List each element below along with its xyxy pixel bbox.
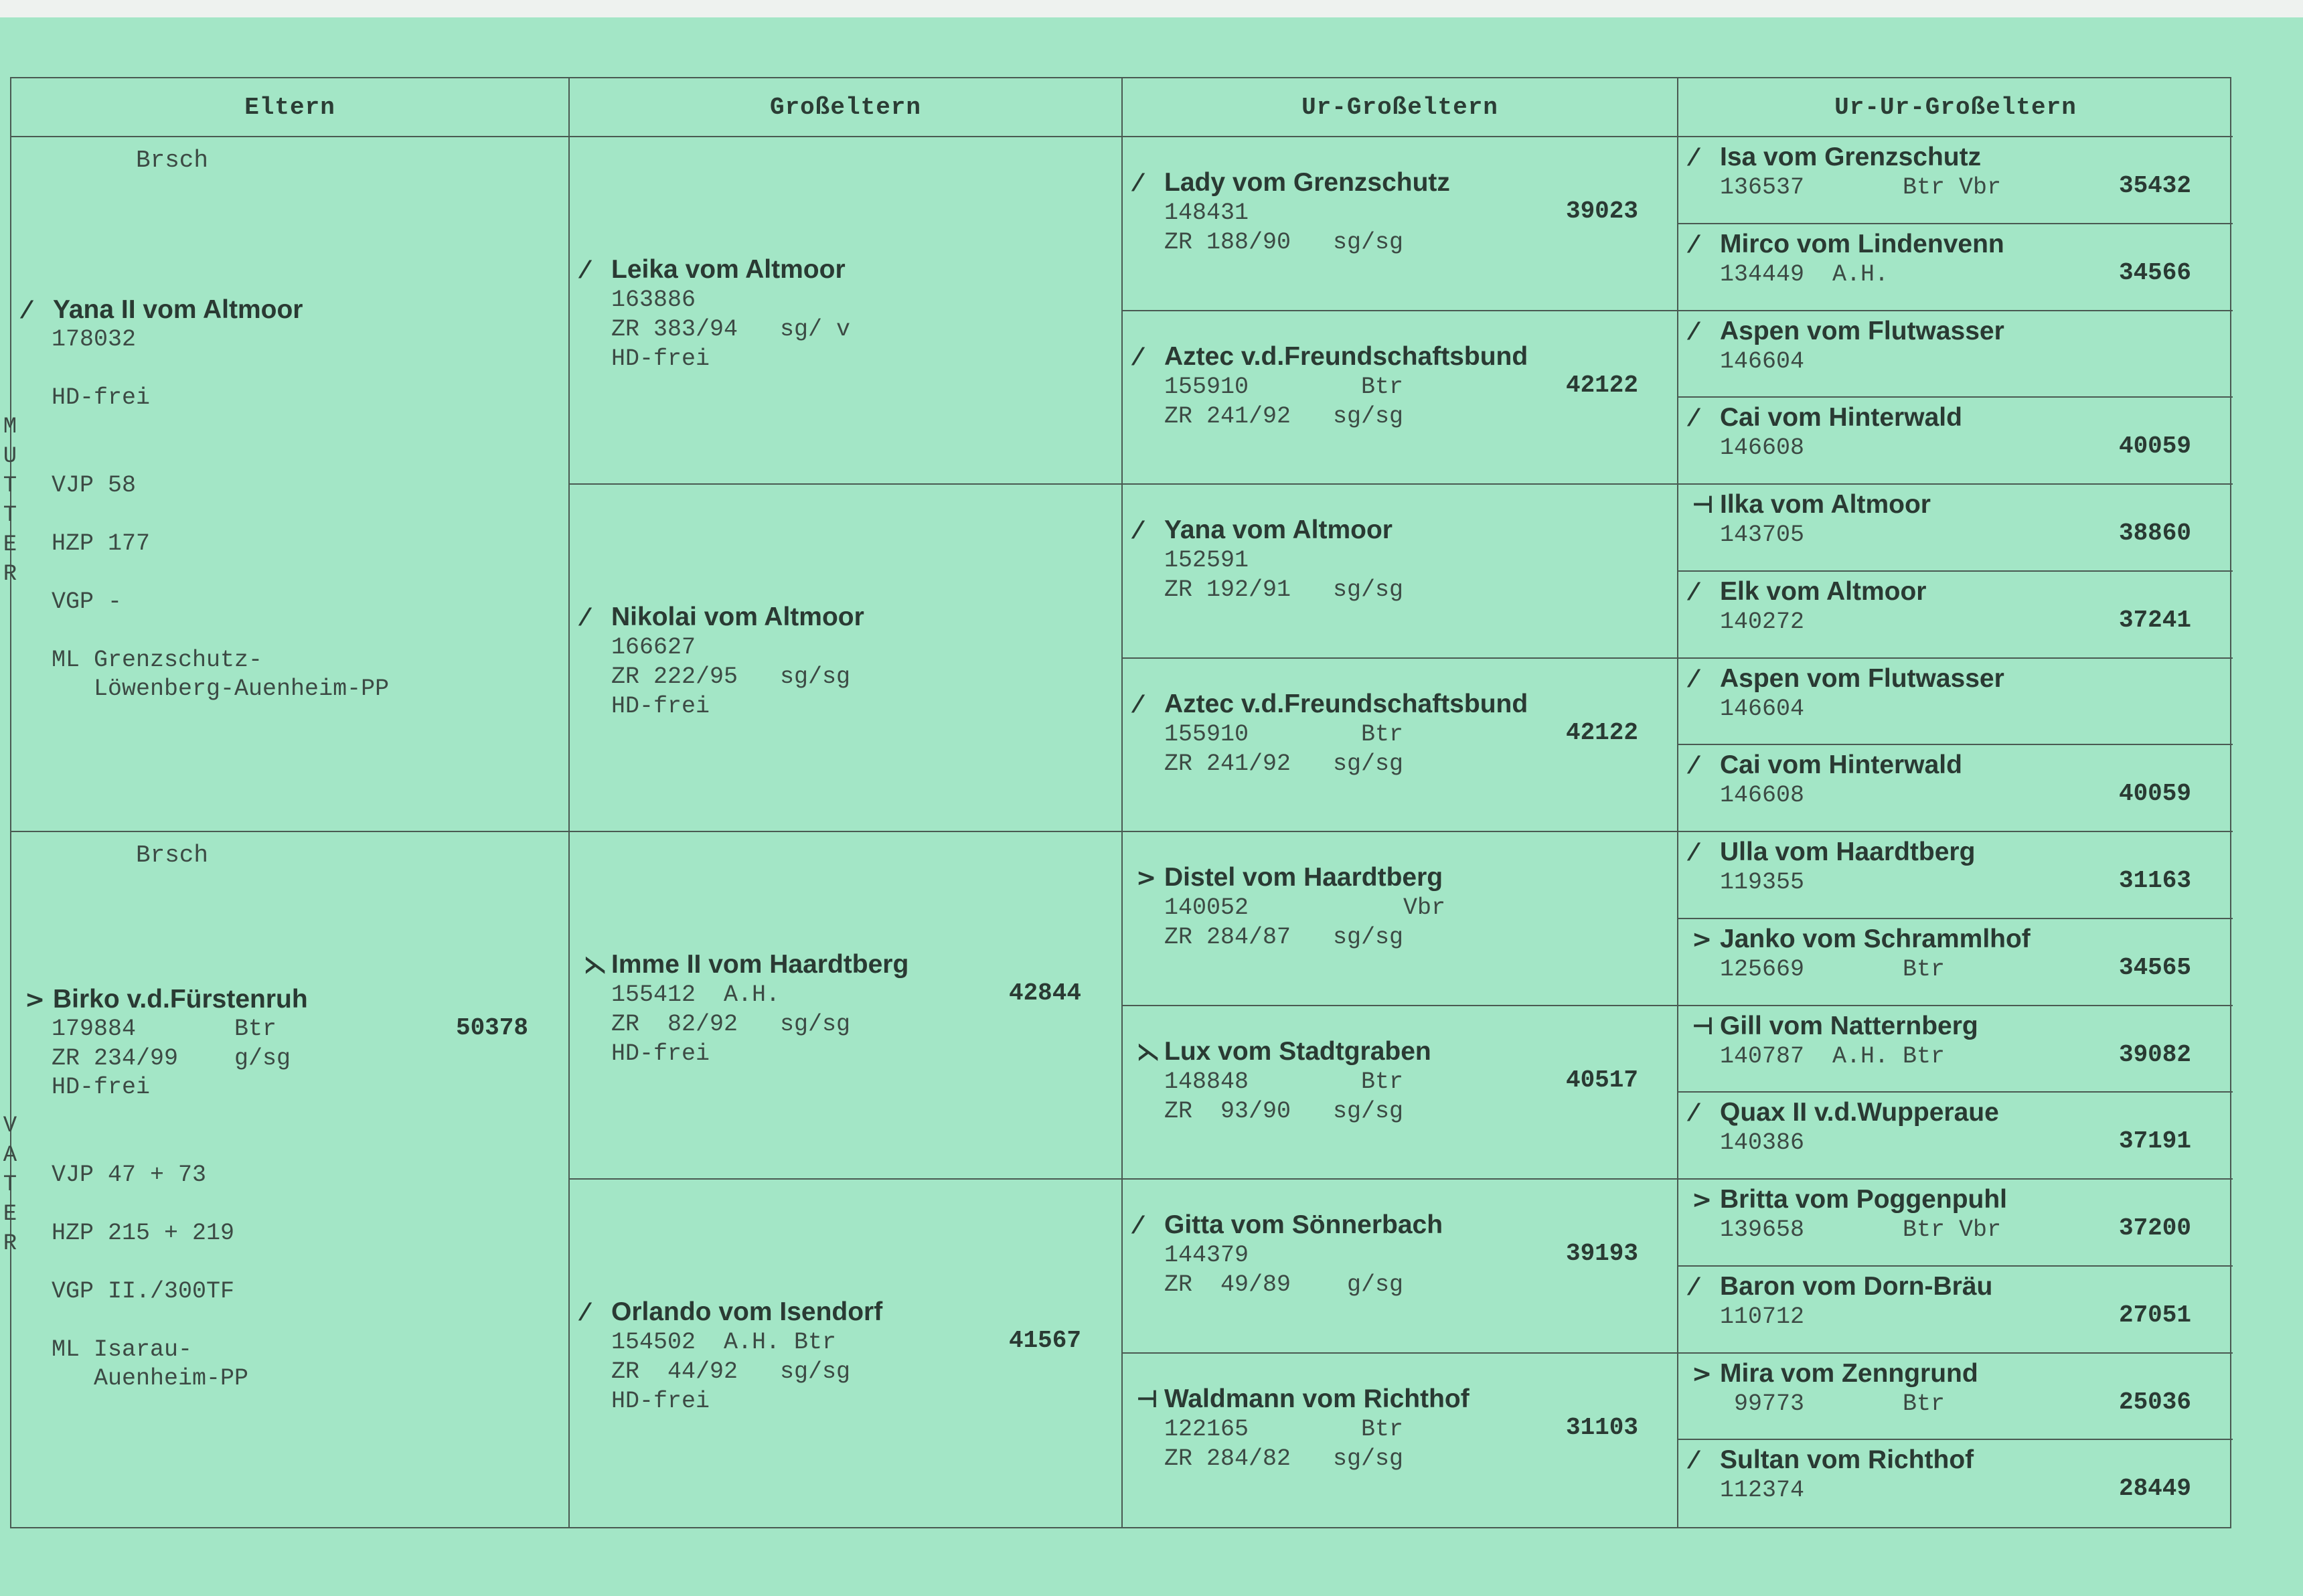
- side-letter: T: [3, 1172, 17, 1198]
- great-grandparent-entry: [1136, 515, 1638, 605]
- great-great-grandparent-entry: [1692, 837, 2191, 897]
- relation-mark-icon: ⁄: [583, 256, 588, 284]
- great-great-grandparent-name: ⁄ Mirco vom Lindenvenn: [1692, 229, 2004, 258]
- great-great-grandparent-detail-line: 110712: [1720, 1303, 1805, 1330]
- great-grandparent-number: 42122: [1565, 371, 1638, 399]
- great-great-grandparent-detail-line: 119355: [1720, 869, 1805, 896]
- great-great-grandparent-number: 28449: [2118, 1475, 2191, 1503]
- great-grandparent-number: 39193: [1565, 1240, 1638, 1267]
- grandparent-name: ⋋ Imme II vom Haardtberg: [583, 950, 909, 979]
- great-grandparent-number: 40517: [1565, 1066, 1638, 1094]
- father-detail-line: ML Isarau-: [52, 1336, 193, 1363]
- grandparent-cell: [570, 1180, 1123, 1527]
- father-detail-line: [52, 1102, 291, 1131]
- great-grandparent-cell: [1123, 1354, 1678, 1528]
- mother-detail-line: VJP 58: [52, 471, 137, 499]
- great-grandparent-detail-line: ZR 192/91 sg/sg: [1164, 576, 1404, 603]
- great-great-grandparent-entry: [1692, 143, 2191, 202]
- grandparent-name: ⁄ Orlando vom Isendorf: [583, 1297, 883, 1326]
- great-great-grandparent-number: 35432: [2118, 172, 2191, 200]
- relation-mark-icon: ⁄: [1692, 752, 1696, 780]
- mother-name: ⁄ Yana II vom Altmoor: [25, 295, 303, 324]
- grandparent-detail-line: ZR 383/94 sg/ v: [611, 316, 851, 343]
- relation-mark-icon: ⊣: [1692, 491, 1714, 519]
- great-grandparent-entry: [1136, 342, 1638, 431]
- great-grandparent-number: 39023: [1565, 197, 1638, 225]
- relation-mark-icon: >: [1692, 925, 1713, 953]
- great-grandparent-name: > Distel vom Haardtberg: [1136, 863, 1443, 892]
- great-great-grandparent-name: ⁄ Ulla vom Haardtberg: [1692, 837, 1976, 866]
- grandparent-detail-line: ZR 82/92 sg/sg: [611, 1011, 851, 1038]
- great-grandparent-name: ⁄ Gitta vom Sönnerbach: [1136, 1210, 1443, 1239]
- side-letter: V: [3, 1113, 17, 1139]
- mother-cell: [11, 137, 570, 832]
- grandparent-detail-line: HD-frei: [611, 1040, 710, 1067]
- great-grandparent-number: 42122: [1565, 718, 1638, 746]
- grandparent-detail-line: HD-frei: [611, 1388, 710, 1415]
- side-letter: E: [3, 532, 17, 558]
- mother-detail-line: ML Grenzschutz-: [52, 646, 263, 673]
- header-ur-grosseltern: Ur-Großeltern: [1123, 78, 1678, 137]
- mother-detail-line: [52, 354, 389, 384]
- great-grandparent-cell: [1123, 832, 1678, 1006]
- great-great-grandparent-entry: [1692, 1272, 2191, 1332]
- father-details: [52, 1014, 291, 1393]
- mother-detail-line: [52, 499, 389, 529]
- great-grandparent-number: 31103: [1565, 1413, 1638, 1441]
- father-cell: [11, 832, 570, 1527]
- great-grandparent-detail-line: ZR 284/82 sg/sg: [1164, 1445, 1404, 1472]
- great-grandparent-entry: [1136, 863, 1638, 952]
- side-letter: U: [3, 444, 17, 469]
- header-ur-ur-grosseltern: Ur-Ur-Großeltern: [1678, 78, 2233, 137]
- great-grandparent-detail-line: ZR 49/89 g/sg: [1164, 1271, 1404, 1298]
- great-great-grandparent-name: > Mira vom Zenngrund: [1692, 1358, 1978, 1388]
- grandparent-number: 42844: [1008, 979, 1081, 1007]
- side-label-vater: [0, 1111, 20, 1259]
- great-grandparent-entry: [1136, 1037, 1638, 1126]
- great-grandparent-cell: [1123, 485, 1678, 659]
- great-great-grandparent-cell: [1678, 137, 2233, 224]
- grandparent-entry: [583, 603, 1081, 721]
- great-great-grandparent-cell: [1678, 745, 2233, 832]
- great-great-grandparent-number: 37200: [2118, 1214, 2191, 1242]
- relation-mark-icon: ⁄: [1692, 317, 1696, 345]
- great-great-grandparent-cell: [1678, 572, 2233, 659]
- grandparent-cell: [570, 485, 1123, 832]
- great-grandparent-detail-line: 148848 Btr: [1164, 1068, 1404, 1095]
- mother-brsch: Brsch: [136, 147, 209, 174]
- relation-mark-icon: ⁄: [1692, 1447, 1696, 1475]
- grandparent-detail-line: HD-frei: [611, 693, 710, 720]
- great-grandparent-detail-line: 152591: [1164, 547, 1249, 574]
- great-great-grandparent-entry: [1692, 1445, 2191, 1505]
- great-great-grandparent-cell: [1678, 919, 2233, 1006]
- great-great-grandparent-detail-line: 140787 A.H. Btr: [1720, 1042, 1945, 1070]
- grandparent-cell: [570, 137, 1123, 485]
- great-great-grandparent-detail-line: 136537 Btr Vbr: [1720, 174, 2002, 201]
- great-grandparent-detail-line: ZR 241/92 sg/sg: [1164, 402, 1404, 430]
- great-great-grandparent-entry: [1692, 1185, 2191, 1245]
- side-letter: M: [3, 414, 17, 440]
- great-great-grandparent-cell: [1678, 1354, 2233, 1441]
- great-grandparent-name: ⁄ Lady vom Grenzschutz: [1136, 168, 1450, 197]
- mother-detail-line: HZP 177: [52, 530, 151, 557]
- grandparent-number: 41567: [1008, 1327, 1081, 1354]
- great-great-grandparent-detail-line: 146604: [1720, 347, 1805, 375]
- relation-mark-icon: ⁄: [583, 604, 588, 631]
- great-grandparent-name: ⊣ Waldmann vom Richthof: [1136, 1384, 1470, 1413]
- father-detail-line: VJP 47 + 73: [52, 1161, 207, 1188]
- great-grandparent-detail-line: 155910 Btr: [1164, 720, 1404, 748]
- great-great-grandparent-detail-line: 99773 Btr: [1720, 1390, 1945, 1417]
- grandparent-entry: [583, 255, 1081, 374]
- father-detail-line: Auenheim-PP: [52, 1365, 249, 1392]
- great-great-grandparent-detail-line: 146604: [1720, 695, 1805, 722]
- great-great-grandparent-name: ⁄ Quax II v.d.Wupperaue: [1692, 1098, 1999, 1127]
- great-great-grandparent-entry: [1692, 403, 2191, 463]
- great-great-grandparent-number: 34565: [2118, 953, 2191, 981]
- relation-mark-icon: ⁄: [1692, 404, 1696, 432]
- great-great-grandparent-entry: [1692, 490, 2191, 550]
- relation-mark-icon: ⁄: [1692, 839, 1696, 866]
- great-great-grandparent-number: 37191: [2118, 1127, 2191, 1155]
- great-great-grandparent-cell: [1678, 832, 2233, 919]
- great-great-grandparent-entry: [1692, 664, 2191, 724]
- mother-detail-line: 178032: [52, 326, 137, 353]
- great-grandparent-detail-line: 144379: [1164, 1242, 1249, 1269]
- great-grandparent-entry: [1136, 690, 1638, 779]
- mother-details: [52, 325, 389, 704]
- father-detail-line: VGP II./300TF: [52, 1277, 235, 1305]
- great-great-grandparent-name: ⁄ Aspen vom Flutwasser: [1692, 663, 2004, 693]
- relation-mark-icon: ⁄: [583, 1299, 588, 1326]
- great-great-grandparent-number: 38860: [2118, 520, 2191, 547]
- relation-mark-icon: >: [1692, 1186, 1713, 1214]
- great-grandparent-cell: [1123, 137, 1678, 311]
- father-number: 50378: [455, 1014, 528, 1042]
- father-detail-line: ZR 234/99 g/sg: [52, 1044, 291, 1072]
- great-great-grandparent-number: 34566: [2118, 258, 2191, 287]
- father-detail-line: HD-frei: [52, 1074, 151, 1101]
- great-great-grandparent-cell: [1678, 1180, 2233, 1267]
- relation-mark-icon: ⁄: [1692, 1099, 1696, 1127]
- relation-mark-icon: ⁄: [1136, 517, 1141, 544]
- great-great-grandparent-name: ⁄ Sultan vom Richthof: [1692, 1445, 1974, 1475]
- great-great-grandparent-cell: [1678, 1006, 2233, 1093]
- great-great-grandparent-cell: [1678, 311, 2233, 398]
- father-name: > Birko v.d.Fürstenruh: [25, 985, 308, 1014]
- relation-mark-icon: ⁄: [1692, 578, 1696, 606]
- great-great-grandparent-entry: [1692, 230, 2191, 289]
- grandparent-cell: [570, 832, 1123, 1180]
- great-grandparent-detail-line: 155910 Btr: [1164, 373, 1404, 400]
- great-great-grandparent-entry: [1692, 1012, 2191, 1071]
- father-brsch: Brsch: [136, 842, 209, 869]
- great-grandparent-entry: [1136, 1210, 1638, 1299]
- mother-entry: [25, 295, 528, 325]
- grandparent-detail-line: 163886: [611, 287, 696, 313]
- relation-mark-icon: ⁄: [1692, 230, 1696, 258]
- great-great-grandparent-entry: [1692, 317, 2191, 376]
- relation-mark-icon: >: [1692, 1360, 1713, 1388]
- mother-detail-line: Löwenberg-Auenheim-PP: [52, 675, 390, 702]
- side-letter: R: [3, 562, 17, 587]
- great-great-grandparent-cell: [1678, 659, 2233, 746]
- great-great-grandparent-name: ⁄ Isa vom Grenzschutz: [1692, 143, 1982, 171]
- side-label-mutter: [0, 412, 20, 589]
- pedigree-table: [10, 77, 2231, 1528]
- grandparent-entry: [583, 1297, 1081, 1416]
- side-letter: A: [3, 1143, 17, 1168]
- relation-mark-icon: ⋋: [583, 951, 607, 979]
- great-great-grandparent-detail-line: 134449 A.H.: [1720, 260, 1889, 288]
- great-grandparent-name: ⁄ Yana vom Altmoor: [1136, 515, 1393, 544]
- side-letter: T: [3, 473, 17, 499]
- relation-mark-icon: ⁄: [1136, 343, 1141, 371]
- great-grandparent-detail-line: 140052 Vbr: [1164, 894, 1446, 921]
- great-great-grandparent-detail-line: 139658 Btr Vbr: [1720, 1216, 2002, 1243]
- great-grandparent-cell: [1123, 311, 1678, 485]
- relation-mark-icon: ⁄: [1136, 169, 1141, 197]
- side-letter: R: [3, 1231, 17, 1257]
- great-grandparent-name: ⋋ Lux vom Stadtgraben: [1136, 1036, 1431, 1066]
- great-grandparent-cell: [1123, 1006, 1678, 1180]
- great-great-grandparent-cell: [1678, 1093, 2233, 1180]
- relation-mark-icon: ⁄: [1692, 144, 1696, 171]
- great-great-grandparent-number: 40059: [2118, 780, 2191, 808]
- mother-mark-icon: ⁄: [25, 297, 29, 324]
- great-great-grandparent-number: 27051: [2118, 1301, 2191, 1329]
- grandparent-name: ⁄ Nikolai vom Altmoor: [583, 603, 864, 631]
- great-great-grandparent-name: ⊣ Ilka vom Altmoor: [1692, 490, 1931, 519]
- scan-top-strip: [0, 0, 2303, 17]
- great-great-grandparent-cell: [1678, 485, 2233, 572]
- great-grandparent-name: ⁄ Aztec v.d.Freundschaftsbund: [1136, 689, 1528, 718]
- great-great-grandparent-detail-line: 140272: [1720, 608, 1805, 635]
- great-grandparent-entry: [1136, 1384, 1638, 1473]
- great-great-grandparent-detail-line: 112374: [1720, 1477, 1805, 1504]
- great-great-grandparent-detail-line: 146608: [1720, 434, 1805, 462]
- grandparent-detail-line: 166627: [611, 634, 696, 661]
- grandparent-detail-line: ZR 44/92 sg/sg: [611, 1358, 851, 1385]
- great-great-grandparent-detail-line: 140386: [1720, 1129, 1805, 1157]
- great-grandparent-detail-line: ZR 284/87 sg/sg: [1164, 924, 1404, 951]
- great-great-grandparent-detail-line: 146608: [1720, 782, 1805, 809]
- relation-mark-icon: ⁄: [1692, 665, 1696, 693]
- side-letter: E: [3, 1202, 17, 1227]
- mother-detail-line: [52, 412, 389, 442]
- great-grandparent-detail-line: ZR 241/92 sg/sg: [1164, 750, 1404, 777]
- great-grandparent-entry: [1136, 168, 1638, 257]
- father-mark-icon: >: [25, 986, 46, 1014]
- relation-mark-icon: ⁄: [1136, 1212, 1141, 1239]
- father-detail-line: [52, 1247, 291, 1277]
- father-detail-line: [52, 1189, 291, 1218]
- grandparent-detail-line: 155412 A.H.: [611, 981, 781, 1008]
- mother-detail-line: VGP -: [52, 588, 123, 615]
- header-grosseltern: Großeltern: [570, 78, 1123, 137]
- great-grandparent-cell: [1123, 1180, 1678, 1354]
- great-grandparent-detail-line: ZR 93/90 sg/sg: [1164, 1097, 1404, 1125]
- grandparent-detail-line: ZR 222/95 sg/sg: [611, 663, 851, 690]
- grandparent-detail-line: HD-frei: [611, 345, 710, 372]
- great-great-grandparent-name: > Janko vom Schrammlhof: [1692, 924, 2031, 953]
- relation-mark-icon: ⊣: [1136, 1385, 1158, 1413]
- header-eltern: Eltern: [11, 78, 570, 137]
- mother-detail-line: [52, 441, 389, 471]
- great-great-grandparent-entry: [1692, 1098, 2191, 1158]
- great-grandparent-name: ⁄ Aztec v.d.Freundschaftsbund: [1136, 341, 1528, 371]
- great-great-grandparent-cell: [1678, 224, 2233, 311]
- great-great-grandparent-name: ⁄ Elk vom Altmoor: [1692, 576, 1927, 606]
- side-letter: T: [3, 503, 17, 528]
- relation-mark-icon: >: [1136, 864, 1157, 892]
- great-great-grandparent-entry: [1692, 750, 2191, 810]
- great-great-grandparent-name: ⁄ Baron vom Dorn-Bräu: [1692, 1271, 1993, 1301]
- great-great-grandparent-number: 39082: [2118, 1040, 2191, 1068]
- great-great-grandparent-name: ⁄ Cai vom Hinterwald: [1692, 403, 1962, 432]
- mother-detail-line: HD-frei: [52, 384, 151, 411]
- great-great-grandparent-number: 31163: [2118, 867, 2191, 894]
- great-great-grandparent-number: 40059: [2118, 432, 2191, 461]
- great-grandparent-detail-line: 122165 Btr: [1164, 1415, 1404, 1443]
- mother-detail-line: [52, 558, 389, 587]
- great-great-grandparent-name: ⁄ Aspen vom Flutwasser: [1692, 316, 2004, 345]
- mother-detail-line: [52, 616, 389, 645]
- great-great-grandparent-entry: [1692, 925, 2191, 984]
- great-great-grandparent-entry: [1692, 577, 2191, 637]
- great-great-grandparent-detail-line: 143705: [1720, 522, 1805, 548]
- great-great-grandparent-cell: [1678, 1267, 2233, 1354]
- great-great-grandparent-number: 37241: [2118, 606, 2191, 634]
- relation-mark-icon: ⋋: [1136, 1038, 1160, 1066]
- great-grandparent-detail-line: ZR 188/90 sg/sg: [1164, 229, 1404, 256]
- relation-mark-icon: ⊣: [1692, 1012, 1714, 1040]
- relation-mark-icon: ⁄: [1692, 1273, 1696, 1301]
- great-great-grandparent-cell: [1678, 1440, 2233, 1527]
- great-great-grandparent-number: 25036: [2118, 1388, 2191, 1416]
- father-detail-line: [52, 1305, 291, 1335]
- great-great-grandparent-name: > Britta vom Poggenpuhl: [1692, 1185, 2007, 1214]
- great-great-grandparent-name: ⊣ Gill vom Natternberg: [1692, 1011, 1978, 1040]
- great-grandparent-cell: [1123, 659, 1678, 833]
- grandparent-entry: [583, 950, 1081, 1068]
- great-great-grandparent-name: ⁄ Cai vom Hinterwald: [1692, 750, 1962, 780]
- father-detail-line: HZP 215 + 219: [52, 1219, 235, 1247]
- father-detail-line: 179884 Btr: [52, 1016, 277, 1042]
- relation-mark-icon: ⁄: [1136, 690, 1141, 718]
- great-great-grandparent-cell: [1678, 398, 2233, 485]
- grandparent-detail-line: 154502 A.H. Btr: [611, 1329, 837, 1356]
- great-grandparent-detail-line: 148431: [1164, 200, 1249, 226]
- father-detail-line: [52, 1131, 291, 1160]
- great-great-grandparent-detail-line: 125669 Btr: [1720, 955, 1945, 983]
- grandparent-name: ⁄ Leika vom Altmoor: [583, 255, 846, 284]
- great-great-grandparent-entry: [1692, 1359, 2191, 1419]
